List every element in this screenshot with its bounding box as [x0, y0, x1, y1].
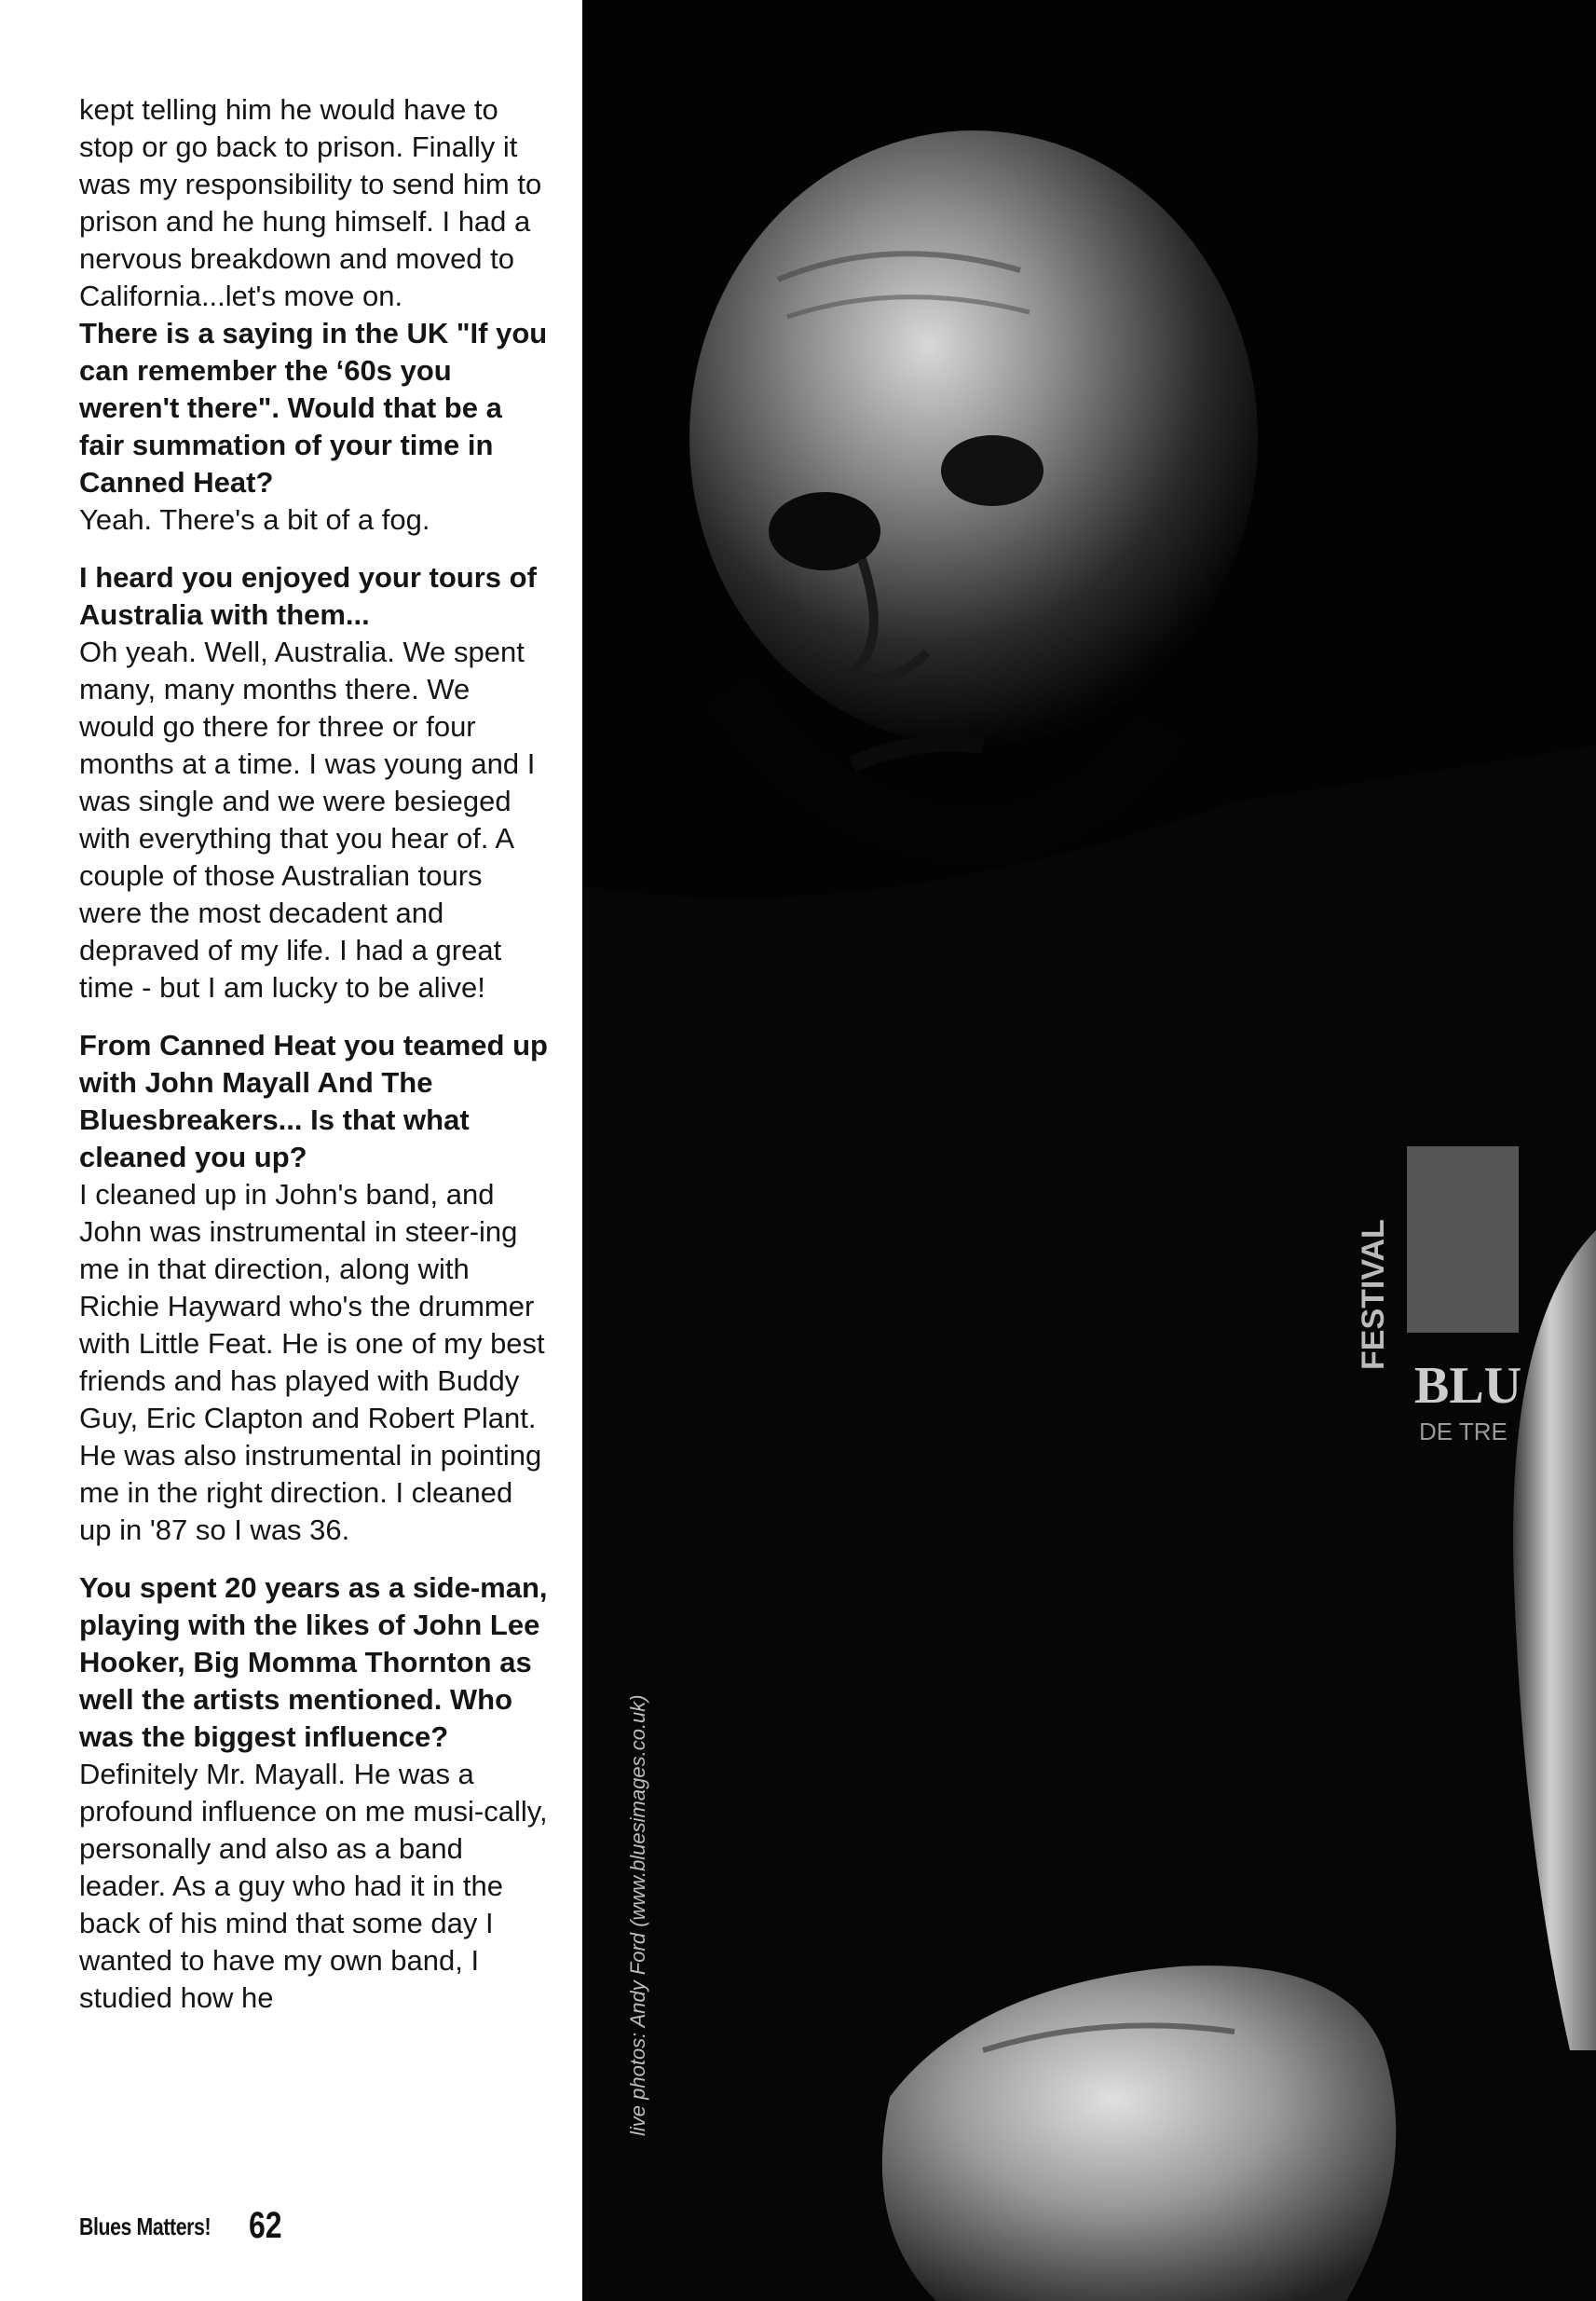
- page-footer: [79, 2205, 282, 2246]
- qa-block-3: [79, 1027, 550, 1549]
- article-text-column: [79, 91, 550, 2037]
- magazine-name: Blues Matters!: [79, 2212, 211, 2240]
- qa-block-1: [79, 315, 550, 539]
- svg-text:FESTIVAL: FESTIVAL: [1356, 1219, 1391, 1370]
- question-text: You spent 20 years as a side-man, playing with the likes of John Lee Hooker, Big Momma Thornton as well the artists mentioned. Who was the biggest influence?: [79, 1571, 548, 1753]
- shirt-logo-blu: BLU: [1414, 1357, 1522, 1415]
- question-text: I heard you enjoyed your tours of Australia with them...: [79, 561, 537, 631]
- answer-text: Yeah. There's a bit of a fog.: [79, 503, 430, 536]
- shirt-logo-graphic: [1356, 1219, 1391, 1370]
- article-intro: kept telling him he would have to stop or go back to prison. Finally it was my responsibility to send him to prison and he hung himself. I had a nervous breakdown and moved to California...let's move on.: [79, 93, 542, 312]
- qa-block-2: [79, 559, 550, 1007]
- answer-text: Oh yeah. Well, Australia. We spent many, many months there. We would go there for three or four months at a time. I was young and I was single and we were besieged with everything that you hear of. A couple of those Australian tours were the most decadent and depraved of my life. I had a great time - but I am lucky to be alive!: [79, 636, 536, 1004]
- photo-credit: live photos: Andy Ford (www.bluesimages.co.uk): [626, 1694, 649, 2136]
- page-number: 62: [249, 2205, 282, 2246]
- question-text: There is a saying in the UK "If you can remember the ‘60s you weren't there". Would that be a fair summation of your time in Canned Heat?: [79, 317, 548, 499]
- shirt-logo-box: [1407, 1146, 1519, 1333]
- qa-block-4: [79, 1569, 550, 2017]
- shirt-logo-detre: DE TRE: [1419, 1418, 1507, 1445]
- portrait-head: [689, 130, 1258, 839]
- photo-illustration: [582, 0, 1596, 2301]
- question-text: From Canned Heat you teamed up with John Mayall And The Bluesbreakers... Is that what cleaned you up?: [79, 1029, 548, 1173]
- answer-text: I cleaned up in John's band, and John was instrumental in steer-ing me in that direction, along with Richie Hayward who's the drummer with Little Feat. He is one of my best friends and has played with Buddy Guy, Eric Clapton and Robert Plant. He was also instrumental in pointing me in the right direction. I cleaned up in '87 so I was 36.: [79, 1178, 545, 1546]
- live-photo: [582, 0, 1596, 2301]
- answer-text: Definitely Mr. Mayall. He was a profound influence on me musi-cally, personally and also as a band leader. As a guy who had it in the back of his mind that some day I wanted to have my own band, I studied how he: [79, 1758, 548, 2014]
